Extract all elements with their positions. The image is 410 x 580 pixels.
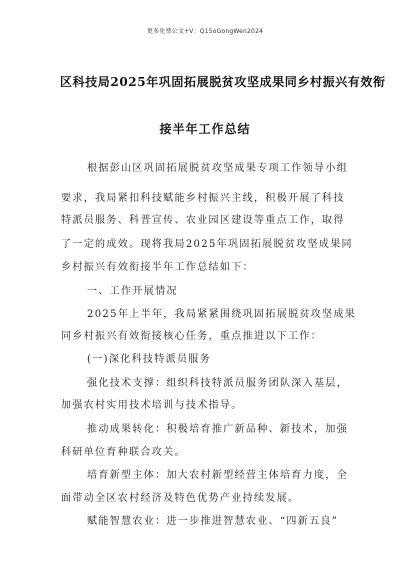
paragraph-line: 同乡村振兴有效衔接核心任务，重点推进以下工作： (61, 331, 323, 342)
paragraph-line: 强化技术支撑：组织科技特派员服务团队深入基层， (87, 378, 349, 389)
paragraph-line: 特派员服务、科普宣传、农业园区建设等重点工作，取得 (61, 215, 345, 226)
document-title-line-2: 接半年工作总结 (159, 122, 251, 136)
paragraph-line: 赋能智慧农业：进一步推进智慧农业、“四新五良” (87, 516, 339, 527)
paragraph-line: 要求，我局紧扣科技赋能乡村振兴主线，积极开展了科技 (61, 193, 345, 204)
section-heading: 一、工作开展情况 (87, 286, 178, 297)
paragraph-line: 根据彭山区巩固拓展脱贫攻坚成果专项工作领导小组 (87, 163, 349, 174)
paragraph-line: 了一定的成效。现将我局2025年巩固拓展脱贫攻坚成果同 (61, 239, 353, 250)
paragraph-line: 2025年上半年，我局紧紧围绕巩固拓展脱贫攻坚成果 (87, 309, 357, 320)
header-note: 更多免费公文+V：Q15oGongWen2024 (146, 28, 264, 35)
paragraph-line: 加强农村实用技术培训与技术指导。 (61, 400, 243, 411)
paragraph-line: 面带动全区农村经济及特色优势产业持续发展。 (61, 493, 300, 504)
paragraph-line: 培育新型主体：加大农村新型经营主体培育力度，全 (87, 470, 349, 481)
paragraph-line: 科研单位育种联合攻关。 (61, 447, 186, 458)
paragraph-line: 推动成果转化：积极培育推广新品种、新技术，加强 (87, 424, 349, 435)
paragraph-line: 乡村振兴有效衔接半年工作总结如下： (61, 262, 254, 273)
subsection-heading: (一)深化科技特派员服务 (87, 354, 212, 365)
document-title-line-1: 区科技局2025年巩固拓展脱贫攻坚成果同乡村振兴有效衔 (60, 75, 386, 89)
